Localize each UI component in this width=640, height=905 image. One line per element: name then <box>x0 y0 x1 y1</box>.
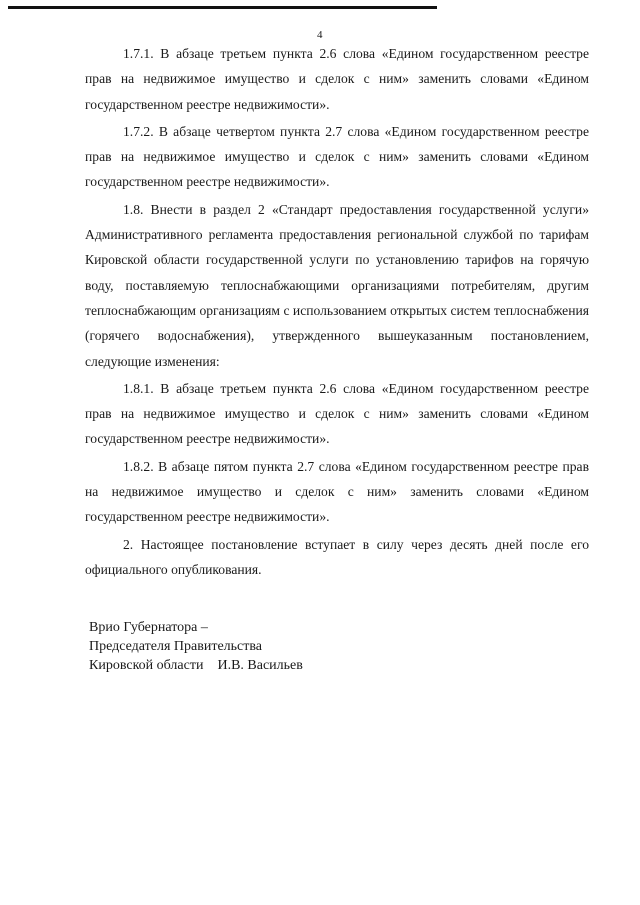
document-body <box>85 41 589 584</box>
paragraph-1-7-1: 1.7.1. В абзаце третьем пункта 2.6 слова «Едином государственном реестре прав на недвижимое имущество и сделок с ним» заменить словами «Едином государственном реестре недвижимости». <box>85 46 589 112</box>
page-number: 4 <box>317 29 323 41</box>
signature-title-line: Врио Губернатора – <box>89 620 208 635</box>
signature-name-line: Кировской области И.В. Васильев <box>89 658 303 673</box>
paragraph-1-8-2: 1.8.2. В абзаце пятом пункта 2.7 слова «Едином государственном реестре прав на недвижимое имущество и сделок с ним» заменить словами «Едином государственном реестре недвижимости». <box>85 458 589 525</box>
signature-position-line: Председателя Правительства <box>89 639 263 654</box>
paragraph-1-8-1: 1.8.1. В абзаце третьем пункта 2.6 слова «Едином государственном реестре прав на недвижимое имущество и сделок с ним» заменить словами «Едином государственном реестре недвижимости». <box>85 380 589 447</box>
top-rule <box>8 6 437 9</box>
paragraph-1-7-2: 1.7.2. В абзаце четвертом пункта 2.7 слова «Едином государственном реестре прав на недвижимое имущество и сделок с ним» заменить словами «Едином государственном реестре недвижимости». <box>85 123 589 190</box>
paragraph-2: 2. Настоящее постановление вступает в силу через десять дней после его официального опубликования. <box>85 536 589 577</box>
signature-block <box>89 618 303 675</box>
paragraph-1-8: 1.8. Внести в раздел 2 «Стандарт предоставления государственной услуги» Административного регламента предоставления региональной службой по тарифам Кировской области государственной услуги по установлению тарифов на горячую воду, поставляемую теплоснабжающими организациями потребителям, другим теплоснабжающим организациям с использованием открытых систем теплоснабжения (горячего водоснабжения), утвержденного вышеуказанным постановлением, следующие изменения: <box>85 201 589 369</box>
